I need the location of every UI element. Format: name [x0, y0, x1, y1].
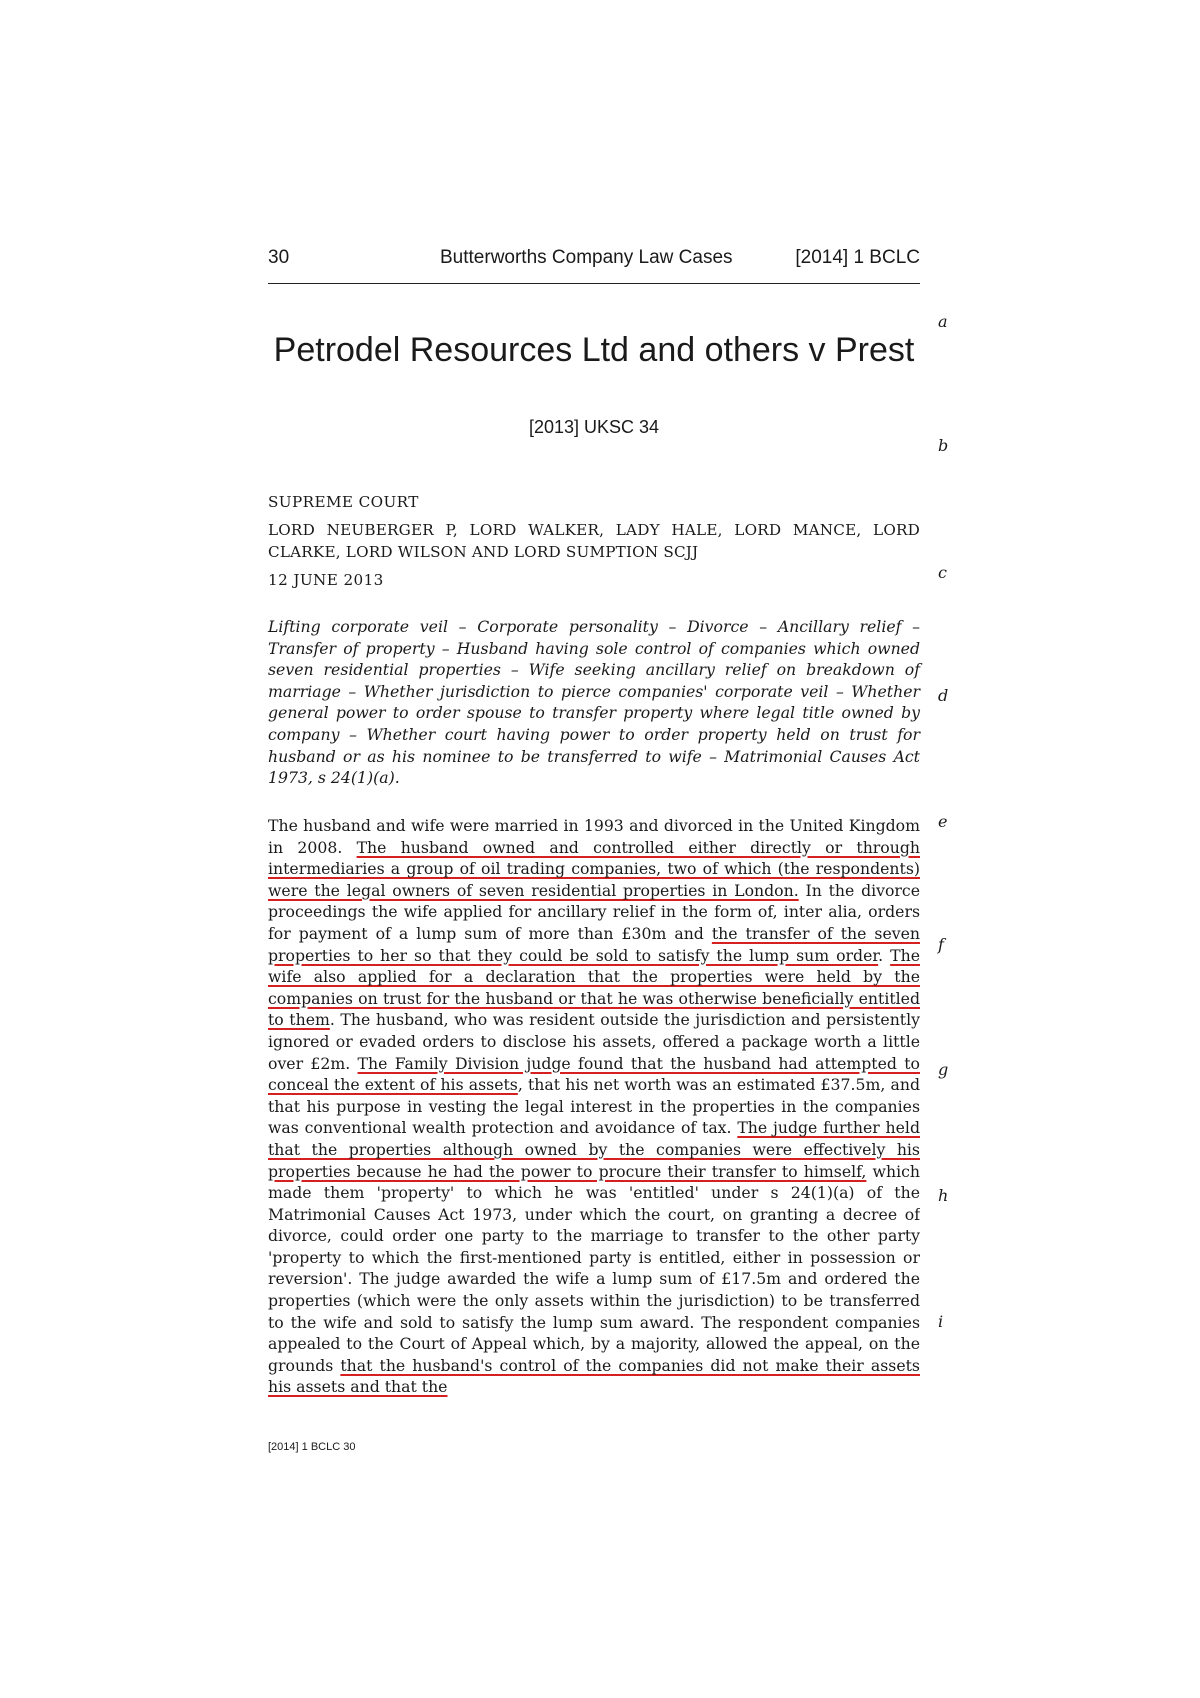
header-rule: [268, 283, 920, 284]
report-citation: [2014] 1 BCLC: [795, 247, 920, 268]
margin-letter: d: [938, 686, 949, 705]
catchwords: Lifting corporate veil – Corporate personality – Divorce – Ancillary relief – Transfer of property – Husband having sole control of companies which owned seven residential properties – Wife seeking ancillary relief on breakdown of marriage – Whether jurisdiction to pierce companies' corporate veil – Whether general power to order spouse to transfer property where legal title owned by company – Whether court having power to order property held on trust for husband or as his nominee to be transferred to wife – Matrimonial Causes Act 1973, s 24(1)(a).: [268, 617, 920, 788]
headnote-text: , that his net worth was an estimated £37.5m, and that his purpose in vesting the legal interest in the properties in the companies was conventional wealth protection and avoidance of tax.: [268, 1075, 920, 1138]
judges-list: LORD NEUBERGER P, LORD WALKER, LADY HALE, LORD MANCE, LORD CLARKE, LORD WILSON AND LORD SUMPTION SCJJ: [268, 521, 920, 561]
margin-letter: h: [938, 1186, 949, 1205]
margin-letter: i: [938, 1312, 944, 1331]
headnote-text: .: [878, 945, 891, 965]
headnote: [268, 815, 920, 1425]
highlighted-passage: the transfer of the seven properties to her so that they could be sold to satisfy the lump sum order: [268, 923, 920, 965]
highlighted-passage: that the husband's control of the companies did not make their assets his assets and that the: [268, 1355, 920, 1397]
case-title: Petrodel Resources Ltd and others v Prest: [273, 331, 915, 369]
running-head: [268, 245, 920, 275]
highlighted-passage: The Family Division judge found that the husband had attempted to conceal the extent of his assets: [268, 1053, 920, 1095]
highlighted-passage: The husband owned and controlled either directly or through intermediaries a group of oil trading companies, two of which (the respondents) were the legal owners of seven residential properties in London.: [268, 837, 920, 900]
margin-letter: b: [938, 436, 949, 455]
judgment-date: 12 JUNE 2013: [268, 571, 384, 589]
margin-letter: e: [938, 812, 948, 831]
neutral-citation: [2013] UKSC 34: [528, 417, 660, 437]
court-name: SUPREME COURT: [268, 493, 419, 511]
highlighted-passage: The judge further held that the properties although owned by the companies were effectively his properties because he had the power to procure their transfer to himself,: [268, 1118, 920, 1181]
margin-letter: g: [938, 1060, 949, 1079]
headnote-text: In the divorce proceedings the wife applied for ancillary relief in the form of, inter alia, orders for payment of a lump sum of more than £30m and: [268, 880, 920, 943]
headnote-text: The husband and wife were married in 1993 and divorced in the United Kingdom in 2008.: [268, 816, 920, 857]
page-footer-citation: [2014] 1 BCLC 30: [268, 1441, 356, 1453]
highlighted-passage: The wife also applied for a declaration that the properties were held by the companies on trust for the husband or that he was otherwise beneficially entitled to them: [268, 945, 920, 1030]
margin-letter: f: [938, 935, 944, 954]
margin-letter: c: [938, 563, 947, 582]
journal-name: Butterworths Company Law Cases: [440, 247, 733, 268]
headnote-text: . The husband, who was resident outside the jurisdiction and persistently ignored or evaded orders to disclose his assets, offered a package worth a little over £2m.: [268, 1010, 920, 1073]
page-number: 30: [268, 247, 290, 268]
headnote-text: which made them 'property' to which he was 'entitled' under s 24(1)(a) of the Matrimonial Causes Act 1973, under which the court, on granting a decree of divorce, could order one party to the marriage to transfer to the other party 'property to which the first-mentioned party is entitled, either in possession or reversion'. The judge awarded the wife a lump sum of £17.5m and ordered the properties (which were the only assets within the jurisdiction) to be transferred to the wife and sold to satisfy the lump sum award. The respondent companies appealed to the Court of Appeal which, by a majority, allowed the appeal, on the grounds: [268, 1161, 920, 1375]
margin-letter: a: [938, 312, 948, 331]
